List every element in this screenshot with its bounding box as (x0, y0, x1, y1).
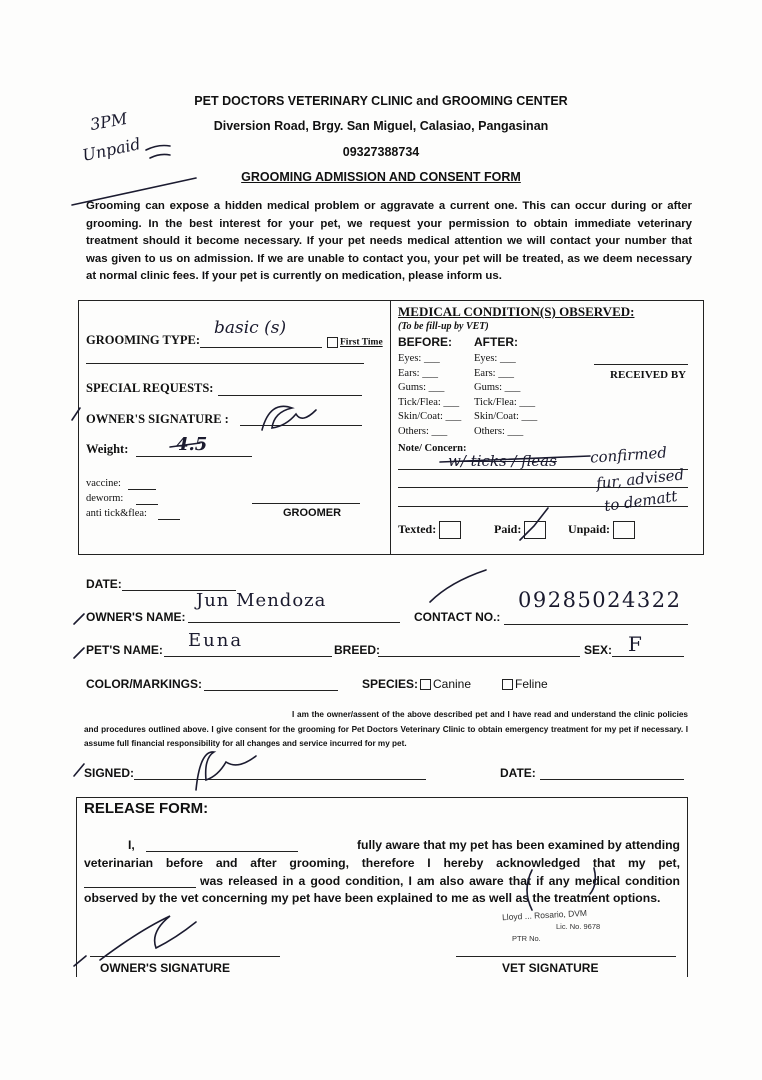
paid-label: Paid: (494, 521, 522, 536)
clinic-phone: 09327388734 (342, 145, 420, 159)
note-hw-2: fur, advised (595, 465, 685, 493)
medical-subtitle: (To be fill-up by VET) (398, 321, 489, 332)
after-skin: Skin/Coat: ___ (474, 411, 538, 423)
special-requests-label: SPECIAL REQUESTS: (86, 381, 214, 395)
release-line-4: observed by the vet concerning my pet have been explained to me as well as the treatment options. (84, 891, 661, 905)
before-tick: Tick/Flea: ___ (398, 396, 460, 408)
vet-stamp-lic: Lic. No. 9678 (556, 922, 601, 931)
color-markings-label: COLOR/MARKINGS: (86, 677, 202, 691)
first-time-label: First Time (340, 337, 383, 348)
after-ears: Ears: ___ (474, 367, 514, 379)
owner-signature-release-label: OWNER'S SIGNATURE (100, 961, 230, 975)
owner-name-value: Jun Mendoza (196, 590, 327, 611)
note-strike-line (440, 456, 590, 462)
received-by-label: RECEIVED BY (610, 369, 687, 381)
date-slash (430, 570, 486, 602)
release-line-1: fully aware that my pet has been examined by attending (356, 838, 680, 852)
signed-date-label: DATE: (500, 766, 536, 780)
intro-paragraph: Grooming can expose a hidden medical problem or aggravate a current one. This can occur during or after grooming. In the best interest for your pet, we request your permission to obtain immediate veterinary treatment should it become necessary. If your pet needs medical attention we will contact your number that was given to us on admission. If we are unable to contact you, your pet will be treated, as we deem necessary at normal clinic fees. If your pet is currently on medication, please inform us. (86, 200, 692, 283)
owner-signature-label: OWNER'S SIGNATURE : (86, 412, 229, 426)
signed-label: SIGNED: (84, 766, 135, 780)
species-label: SPECIES: (362, 677, 419, 691)
signature-checkmark-1 (72, 408, 80, 420)
handnote-flourish (146, 146, 170, 159)
release-line-2: veterinarian before and after grooming, therefore I hereby acknowledged that my pet, (84, 856, 680, 870)
signed-signature (196, 752, 256, 790)
release-tick (74, 956, 86, 966)
before-gums: Gums: ___ (398, 382, 445, 394)
form-title: GROOMING ADMISSION AND CONSENT FORM (241, 170, 521, 184)
weight-label: Weight: (86, 442, 129, 456)
before-ears: Ears: ___ (398, 367, 438, 379)
note-struck-text: w/ ticks / fleas (448, 452, 557, 470)
consent-paragraph: I am the owner/assent of the above described pet and I have read and understand the clinic policies and procedures outlined above. I give consent for the grooming for Pet Doctors Veterinary Clinic to obtain emergency treatment for my pet if necessary. I assume full financial responsibility for all changes and service incurred for my pet. (84, 710, 688, 748)
after-eyes: Eyes: ___ (474, 353, 516, 364)
vaccine-label: vaccine: (86, 478, 121, 489)
handnote-time: 3PM (88, 108, 129, 135)
owner-tick (74, 614, 84, 624)
pet-name-value: Euna (188, 630, 244, 651)
vet-stamp-ptr: PTR No. (512, 934, 541, 943)
release-signature (100, 916, 196, 960)
weight-value: 4.5 (176, 434, 208, 455)
after-gums: Gums: ___ (474, 382, 521, 394)
release-i: I, (128, 838, 135, 852)
note-label: Note/ Concern: (398, 443, 467, 454)
deworm-label: deworm: (86, 493, 124, 504)
before-others: Others: ___ (398, 425, 448, 437)
pet-name-label: PET'S NAME: (86, 643, 163, 657)
signed-tick (74, 764, 84, 776)
vet-stamp-name: Lloyd ... Rosario, DVM (501, 907, 588, 923)
grooming-type-label: GROOMING TYPE: (86, 333, 201, 347)
medical-title: MEDICAL CONDITION(S) OBSERVED: (398, 304, 635, 319)
breed-label: BREED: (334, 643, 381, 657)
groomer-label: GROOMER (283, 507, 342, 519)
pet-tick (74, 648, 84, 658)
handnote-underline (72, 178, 196, 205)
sex-value: F (628, 632, 642, 656)
note-hw-3: to dematt (603, 486, 679, 516)
grooming-type-value: basic (s) (214, 318, 287, 338)
anti-tick-label: anti tick&flea: (86, 508, 147, 519)
release-circle (527, 868, 595, 910)
canine-label: Canine (433, 677, 472, 691)
before-skin: Skin/Coat: ___ (398, 411, 462, 423)
owner-name-label: OWNER'S NAME: (86, 610, 186, 624)
paid-checkmark (520, 508, 548, 540)
note-hw-1: confirmed (589, 443, 668, 467)
sex-label: SEX: (584, 643, 613, 657)
owner-signature-scribble (262, 406, 316, 430)
contact-label: CONTACT NO.: (414, 610, 501, 624)
before-label: BEFORE: (398, 335, 452, 349)
weight-strike (170, 443, 200, 447)
release-title: RELEASE FORM: (84, 800, 209, 817)
before-eyes: Eyes: ___ (398, 353, 440, 364)
after-others: Others: ___ (474, 425, 524, 437)
release-line-3: was released in a good condition, I am also aware that if any medical condition (200, 874, 680, 888)
unpaid-label: Unpaid: (568, 521, 611, 536)
vet-signature-label: VET SIGNATURE (502, 961, 599, 975)
after-label: AFTER: (474, 335, 518, 349)
after-tick: Tick/Flea: ___ (474, 396, 536, 408)
clinic-name: PET DOCTORS VETERINARY CLINIC and GROOMING CENTER (194, 94, 568, 108)
date-label: DATE: (86, 577, 122, 591)
feline-label: Feline (515, 677, 548, 691)
texted-label: Texted: (398, 521, 437, 536)
clinic-address: Diversion Road, Brgy. San Miguel, Calasiao, Pangasinan (213, 119, 549, 133)
handnote-status: Unpaid (80, 134, 143, 165)
contact-value: 09285024322 (518, 588, 682, 612)
